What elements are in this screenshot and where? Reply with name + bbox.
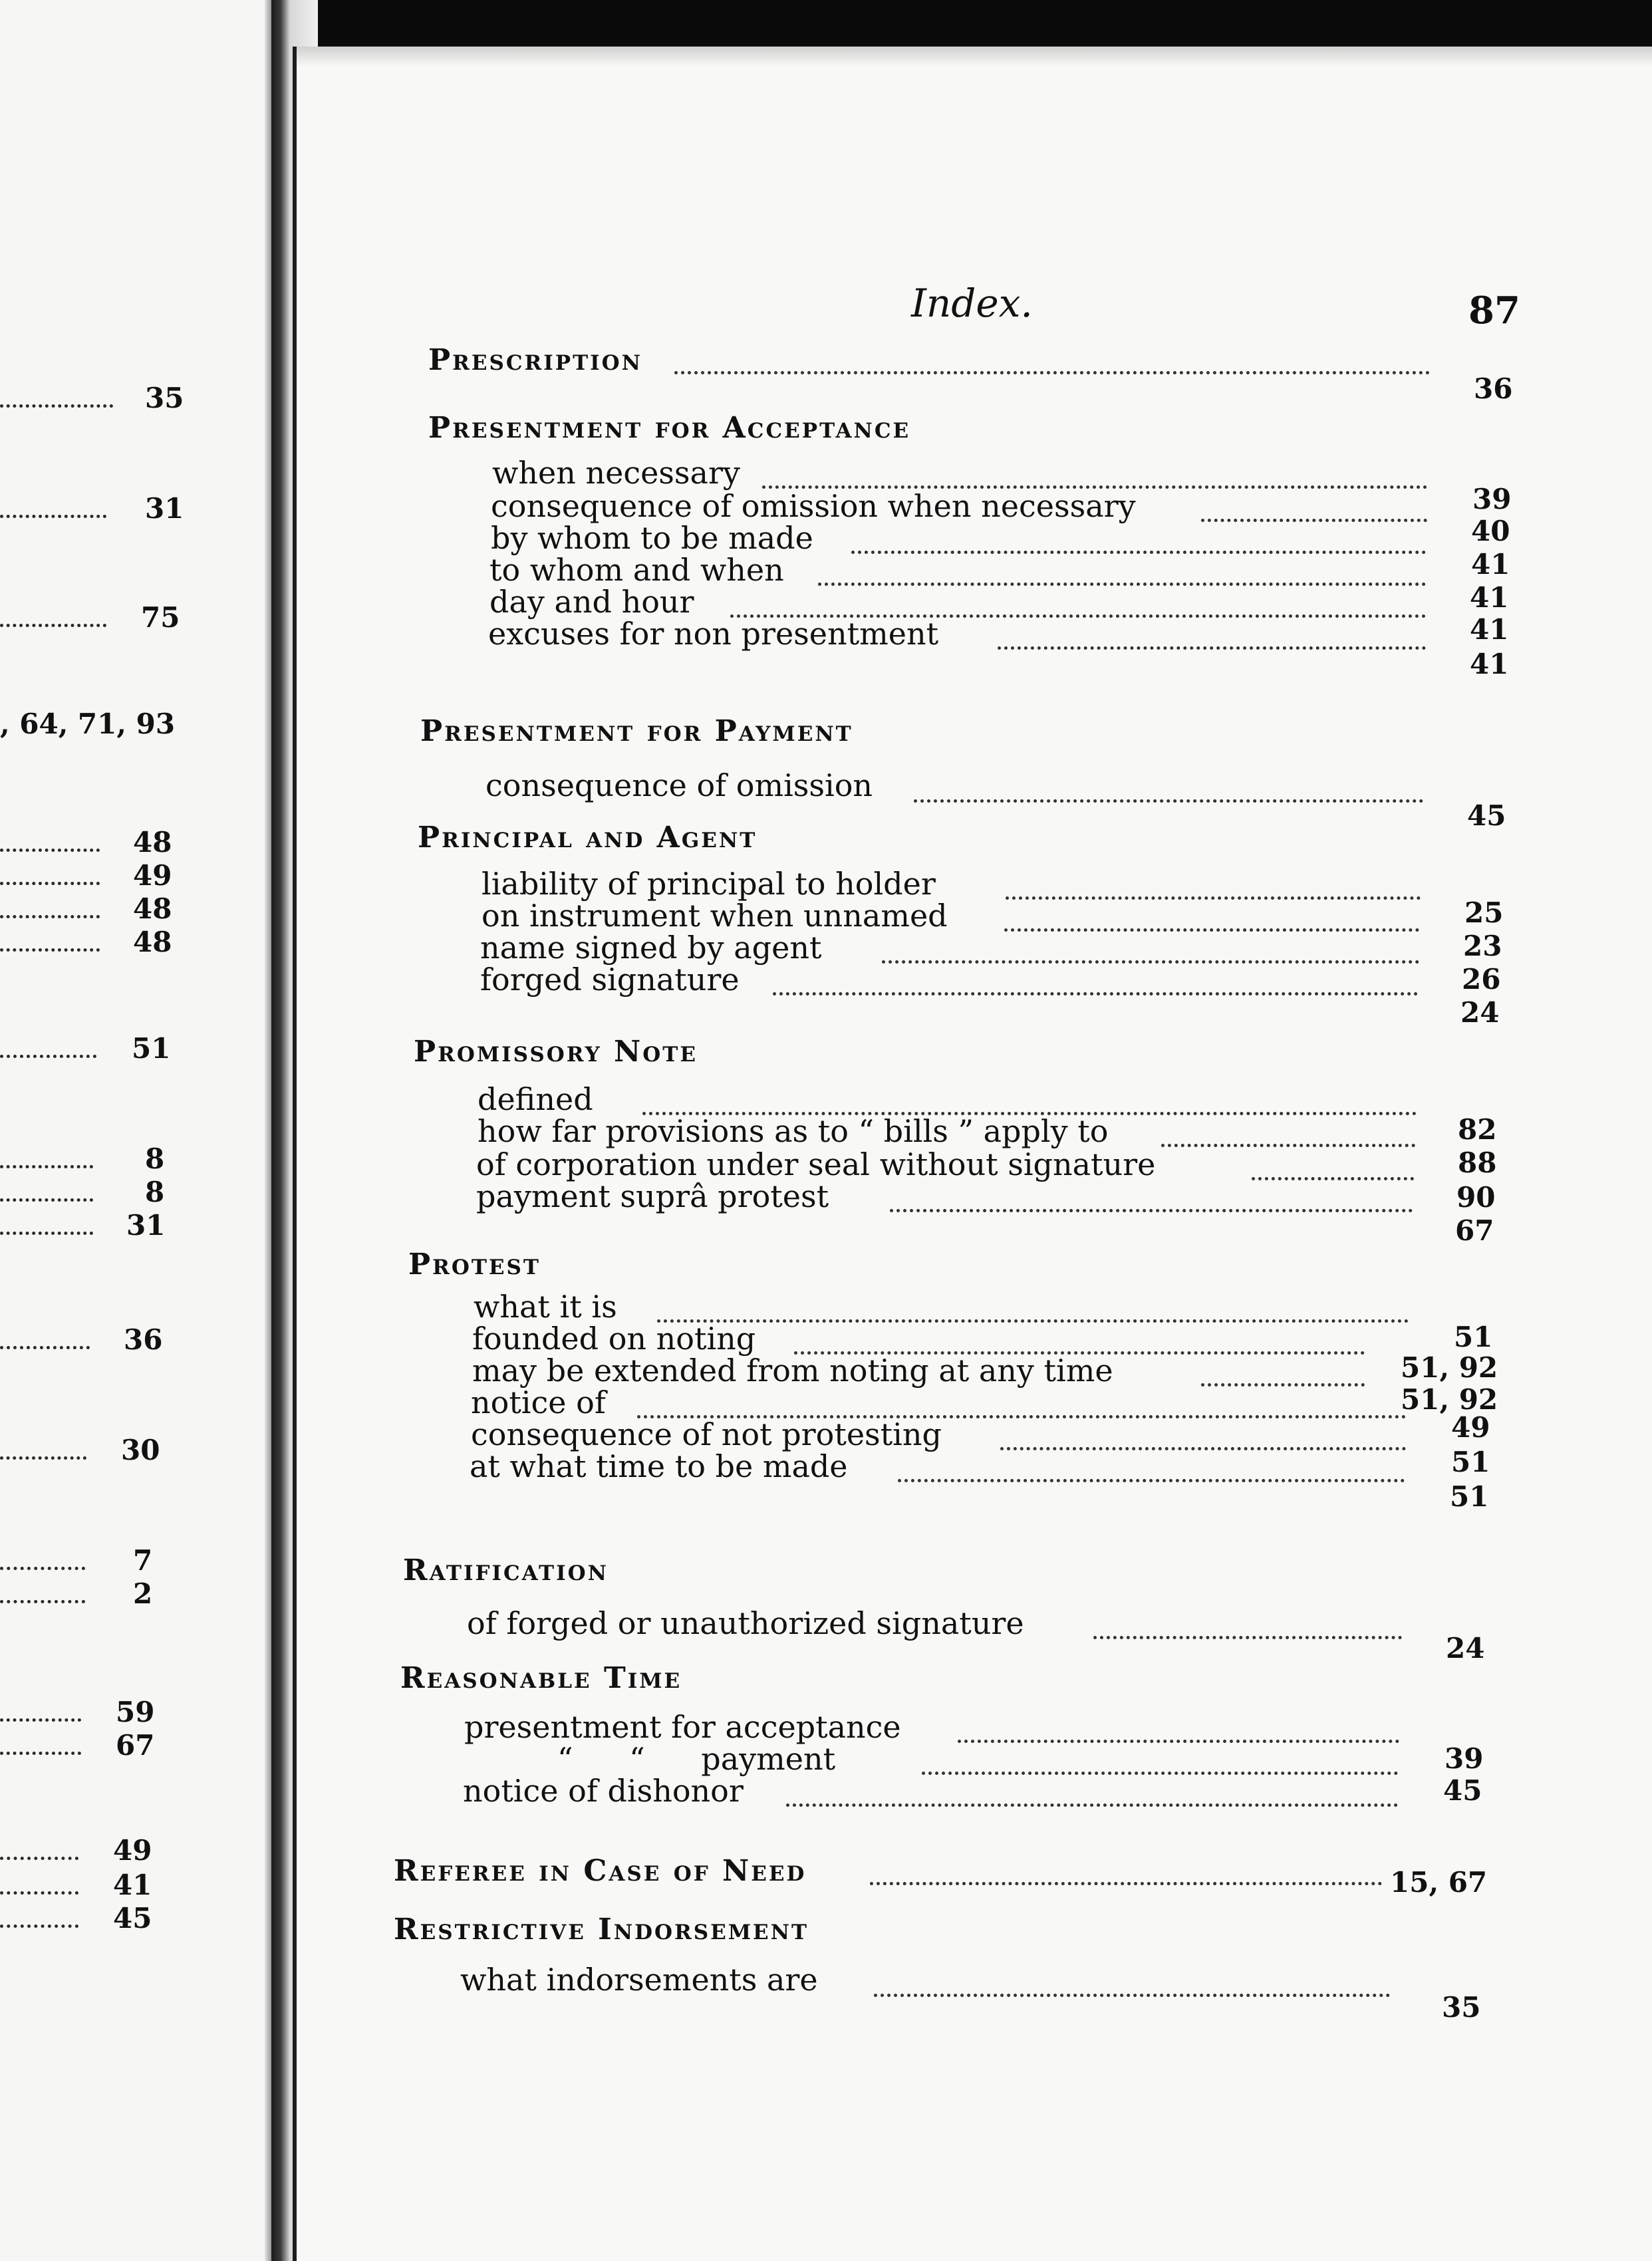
index-subentry: consequence of not protesting [471, 1416, 942, 1452]
page-reference: 26 [1462, 963, 1501, 996]
dot-leader [0, 1886, 78, 1895]
page-reference: 39 [1445, 1742, 1484, 1775]
dot-leader [657, 1314, 1409, 1323]
left-page-number: 45 [113, 1902, 152, 1934]
page-reference: 36 [1474, 372, 1513, 405]
index-heading: Presentment for Payment [420, 714, 853, 748]
dot-leader [0, 1919, 78, 1928]
dot-leader [0, 1595, 85, 1603]
dot-leader [0, 1160, 93, 1168]
dot-leader [874, 1988, 1390, 1997]
dot-leader [0, 1341, 90, 1349]
dot-leader [1161, 1138, 1415, 1147]
index-heading: Promissory Note [414, 1035, 698, 1069]
index-subentry: of corporation under seal without signature [476, 1146, 1156, 1182]
left-row [0, 601, 200, 634]
page-reference: 51 [1451, 1446, 1490, 1478]
index-heading: Restrictive Indorsement [394, 1913, 809, 1946]
left-row [0, 892, 200, 926]
left-row [0, 1323, 200, 1357]
left-page-number: 31 [145, 492, 184, 525]
dot-leader [958, 1734, 1399, 1743]
left-row [0, 1544, 200, 1577]
dot-leader [674, 366, 1430, 374]
left-page-number: 8 [145, 1142, 165, 1175]
dot-leader [1093, 1631, 1402, 1639]
dot-leader [0, 943, 100, 952]
left-page-number: 35 [145, 382, 184, 414]
running-head: Index. [911, 281, 1033, 326]
left-row [0, 382, 200, 415]
index-subentry: liability of principal to holder [482, 866, 936, 902]
dot-leader [1252, 1172, 1414, 1180]
dot-leader [1201, 1378, 1365, 1387]
page-reference: 45 [1467, 799, 1506, 832]
left-row [0, 1032, 200, 1065]
dot-leader [0, 1561, 85, 1570]
dot-leader [0, 509, 106, 518]
index-subentry: forged signature [480, 962, 740, 998]
left-row [0, 859, 200, 892]
dot-leader [851, 545, 1426, 554]
dot-leader [818, 577, 1426, 586]
left-row [0, 1176, 200, 1209]
dot-leader [1006, 891, 1421, 900]
index-subentry: at what time to be made [470, 1448, 848, 1484]
dot-leader [0, 910, 100, 918]
dot-leader [786, 1798, 1398, 1807]
index-subentry: of forged or unauthorized signature [467, 1605, 1024, 1641]
index-heading: Referee in Case of Need [394, 1854, 807, 1888]
index-subentry: defined [478, 1081, 593, 1117]
page-reference: 90 [1456, 1181, 1496, 1214]
index-subentry: notice of [471, 1385, 606, 1420]
index-subentry: consequence of omission [485, 767, 873, 803]
page-reference: 41 [1470, 648, 1509, 680]
left-page-number: 49 [113, 1834, 152, 1867]
page-reference: 24 [1446, 1632, 1485, 1664]
dot-leader [0, 399, 113, 408]
left-row [0, 708, 266, 741]
page-reference: 67 [1455, 1214, 1494, 1247]
dot-leader [0, 1193, 93, 1202]
page-reference: 51, 92 [1401, 1383, 1498, 1416]
dot-leader [914, 794, 1423, 803]
dot-leader [998, 641, 1426, 650]
dot-leader [0, 1746, 81, 1755]
left-page-number: 48 [133, 926, 172, 958]
page-reference: 24 [1460, 996, 1500, 1029]
index-subentry: on instrument when unnamed [482, 898, 948, 934]
page-reference: 51, 92 [1401, 1351, 1498, 1384]
index-subentry: presentment for acceptance [464, 1709, 901, 1745]
page-number: 87 [1468, 289, 1520, 332]
page-reference: 25 [1464, 896, 1504, 929]
left-page-number: 75 [141, 601, 180, 634]
left-page-number: 2 [133, 1577, 153, 1610]
index-subentry: what it is [474, 1289, 617, 1325]
index-subentry: notice of dishonor [463, 1773, 744, 1809]
left-page-number: 36 [124, 1323, 163, 1356]
index-subentry: payment suprâ protest [476, 1178, 829, 1214]
left-row [0, 1869, 200, 1902]
dot-leader [882, 955, 1419, 964]
index-subentry: may be extended from noting at any time [472, 1353, 1113, 1389]
page-reference: 41 [1470, 581, 1509, 614]
dot-leader [1000, 1442, 1406, 1450]
index-subentry: founded on noting [472, 1321, 756, 1357]
dot-leader [0, 843, 100, 852]
dot-leader [922, 1766, 1398, 1775]
index-heading: Prescription [428, 343, 643, 377]
page-reference: 82 [1458, 1113, 1497, 1146]
left-row [0, 1729, 200, 1762]
index-subentry: name signed by agent [480, 930, 822, 966]
left-row [0, 826, 200, 859]
left-page-number: 30 [121, 1434, 160, 1466]
index-heading: Ratification [403, 1553, 609, 1587]
left-row [0, 1142, 200, 1176]
left-row [0, 1902, 200, 1935]
page-reference: 51 [1450, 1480, 1489, 1513]
dot-leader [0, 1451, 86, 1460]
dot-leader [890, 1204, 1413, 1212]
index-heading: Reasonable Time [400, 1661, 682, 1695]
page-reference: 15, 67 [1390, 1866, 1488, 1899]
left-row [0, 1434, 200, 1467]
page-reference: 45 [1443, 1774, 1482, 1807]
left-row [0, 1834, 200, 1867]
index-subentry: by whom to be made [491, 520, 813, 556]
left-page-number: 59 [116, 1696, 155, 1728]
left-page-number: 67 [116, 1729, 155, 1762]
index-subentry: when necessary [492, 455, 740, 491]
page-reference: 51 [1454, 1321, 1493, 1353]
page-reference: 39 [1472, 483, 1512, 515]
left-row [0, 1209, 200, 1242]
index-subentry: how far provisions as to “ bills ” apply to [478, 1113, 1109, 1149]
left-page-number: 51 [132, 1032, 171, 1065]
page-reference: 40 [1471, 515, 1510, 547]
index-heading: Presentment for Acceptance [428, 411, 911, 445]
dot-leader [0, 1049, 96, 1058]
left-page-number: 48 [133, 892, 172, 925]
left-page-number: 49 [133, 859, 172, 892]
index-subentry: “ “ payment [557, 1741, 836, 1777]
dot-leader [0, 1226, 93, 1235]
left-page-number: 31 [126, 1209, 166, 1242]
left-row [0, 492, 200, 525]
index-subentry: excuses for non presentment [488, 616, 939, 652]
left-page-number: 41 [113, 1869, 152, 1901]
dot-leader [1004, 923, 1419, 932]
left-row [0, 1696, 200, 1729]
dot-leader [898, 1474, 1405, 1482]
page-reference: 49 [1451, 1411, 1490, 1444]
dot-leader [773, 987, 1418, 996]
left-page-number: 48 [133, 826, 172, 859]
dot-leader [0, 876, 100, 885]
left-page-edge [265, 0, 271, 2261]
index-subentry: what indorsements are [460, 1962, 818, 1998]
dot-leader [1201, 513, 1427, 522]
left-page-number: 7 [133, 1544, 153, 1577]
left-page-number: 8 [145, 1176, 165, 1208]
index-subentry: day and hour [489, 584, 694, 620]
page-reference: 41 [1470, 613, 1509, 646]
page-reference: 88 [1458, 1146, 1497, 1179]
dot-leader [870, 1877, 1382, 1885]
left-page-number: , 64, 71, 93 [0, 708, 176, 740]
index-subentry: to whom and when [489, 552, 784, 588]
dot-leader [0, 618, 106, 627]
page-reference: 41 [1471, 548, 1510, 581]
page-reference: 23 [1463, 930, 1502, 962]
index-heading: Principal and Agent [418, 821, 757, 855]
index-subentry: consequence of omission when necessary [491, 488, 1136, 524]
left-page-fragment [0, 0, 271, 2261]
dot-leader [0, 1713, 81, 1722]
page-reference: 35 [1442, 1991, 1481, 2024]
index-page [293, 47, 1652, 2261]
dot-leader [0, 1851, 78, 1860]
page-top-shadow [297, 47, 1652, 66]
left-row [0, 926, 200, 959]
left-row [0, 1577, 200, 1611]
index-heading: Protest [408, 1248, 541, 1281]
